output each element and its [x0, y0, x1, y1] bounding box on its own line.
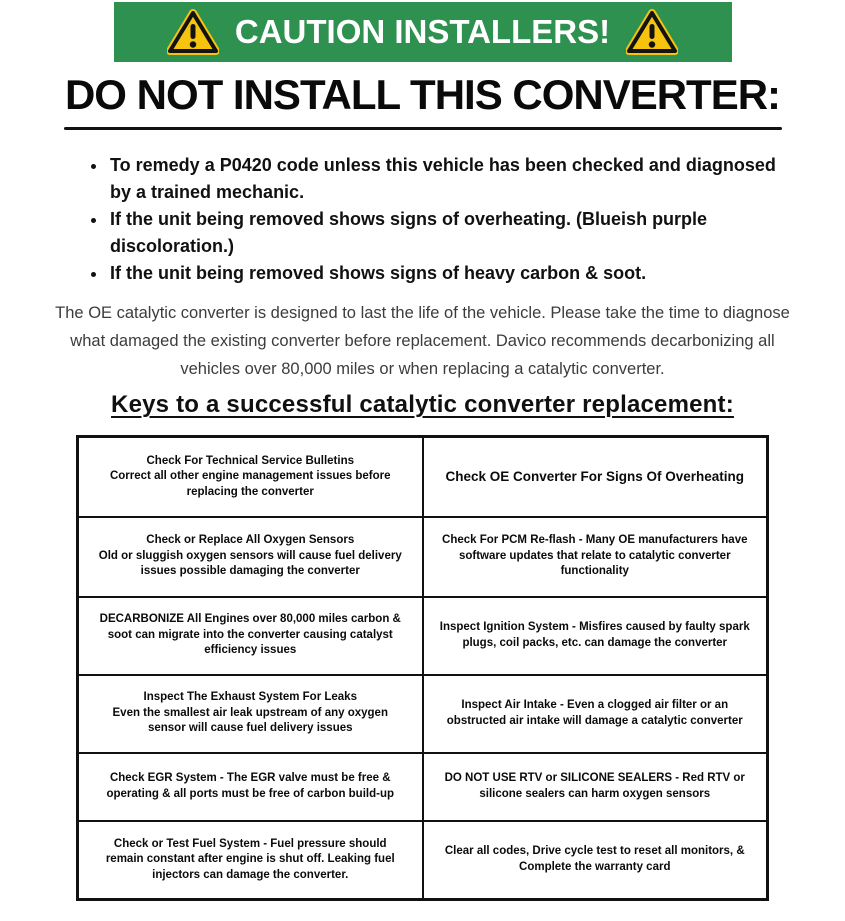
warning-item: • If the unit being removed shows signs of heavy carbon & soot. [108, 260, 788, 287]
cell-line: Check For PCM Re-flash - Many OE manufacturers have software updates that relate to catalytic converter functionality [442, 534, 748, 578]
table-cell-left [78, 437, 423, 517]
divider-line [64, 127, 782, 130]
table-cell-right [423, 597, 768, 675]
table-cell-right [423, 821, 768, 900]
table-row [78, 597, 768, 675]
table-cell-left [78, 517, 423, 597]
cell-line: Check EGR System - The EGR valve must be free & operating & all ports must be free of carbon build-up [106, 772, 395, 800]
banner-title: CAUTION INSTALLERS! [234, 13, 611, 50]
intro-paragraph [0, 299, 845, 383]
cell-line: DO NOT USE RTV or SILICONE SEALERS - Red RTV or silicone sealers can harm oxygen sensors [444, 772, 745, 800]
cell-line: Check or Test Fuel System - Fuel pressure should remain constant after engine is shut off. Leaking fuel injectors can damage the converter. [105, 837, 395, 881]
main-heading: DO NOT INSTALL THIS CONVERTER: [64, 71, 781, 118]
warning-item: • To remedy a P0420 code unless this vehicle has been checked and diagnosed by a trained mechanic. [108, 152, 788, 206]
table-cell-left [78, 597, 423, 675]
table-row [78, 753, 768, 821]
warning-triangle-icon [167, 9, 219, 55]
cell-line: Check or Replace All Oxygen Sensors [146, 534, 355, 547]
warning-list [88, 152, 788, 287]
caution-banner [114, 2, 732, 62]
table-cell-right [423, 675, 768, 753]
table-cell-right [423, 753, 768, 821]
table-cell-right [423, 517, 768, 597]
cell-line: Inspect Ignition System - Misfires caused by faulty spark plugs, coil packs, etc. can damage the converter [439, 621, 750, 649]
cell-line: Inspect Air Intake - Even a clogged air filter or an obstructed air intake will damage a catalytic converter [446, 699, 743, 727]
cell-line: Even the smallest air leak upstream of any oxygen sensor will cause fuel delivery issues [112, 706, 388, 735]
table-cell-left [78, 753, 423, 821]
table-cell-right [423, 437, 768, 517]
cell-line: DECARBONIZE All Engines over 80,000 miles carbon & soot can migrate into the converter causing catalyst efficiency issues [99, 613, 401, 657]
intro-line: vehicles over 80,000 miles or when replacing a catalytic converter. [180, 360, 665, 379]
cell-line: Inspect The Exhaust System For Leaks [143, 691, 357, 704]
intro-line: what damaged the existing converter before replacement. Davico recommends decarbonizing all [70, 332, 775, 351]
cell-line: Check OE Converter For Signs Of Overheating [445, 469, 745, 485]
cell-line: Old or sluggish oxygen sensors will cause fuel delivery issues possible damaging the converter [98, 549, 402, 578]
cell-line: Clear all codes, Drive cycle test to reset all monitors, & Complete the warranty card [444, 845, 745, 873]
keys-heading: Keys to a successful catalytic converter replacement: [111, 391, 734, 419]
table-cell-left [78, 821, 423, 900]
table-row [78, 675, 768, 753]
cell-line: Check For Technical Service Bulletins [146, 454, 354, 467]
keys-table [76, 435, 769, 901]
warning-triangle-icon [626, 9, 678, 55]
intro-line: The OE catalytic converter is designed to last the life of the vehicle. Please take the time to diagnose [55, 304, 790, 323]
table-cell-left [78, 675, 423, 753]
table-row [78, 437, 768, 517]
table-row [78, 821, 768, 900]
warning-item: • If the unit being removed shows signs of overheating. (Blueish purple discoloration.) [108, 206, 788, 260]
cell-line: Correct all other engine management issues before replacing the converter [109, 470, 391, 498]
table-row [78, 517, 768, 597]
